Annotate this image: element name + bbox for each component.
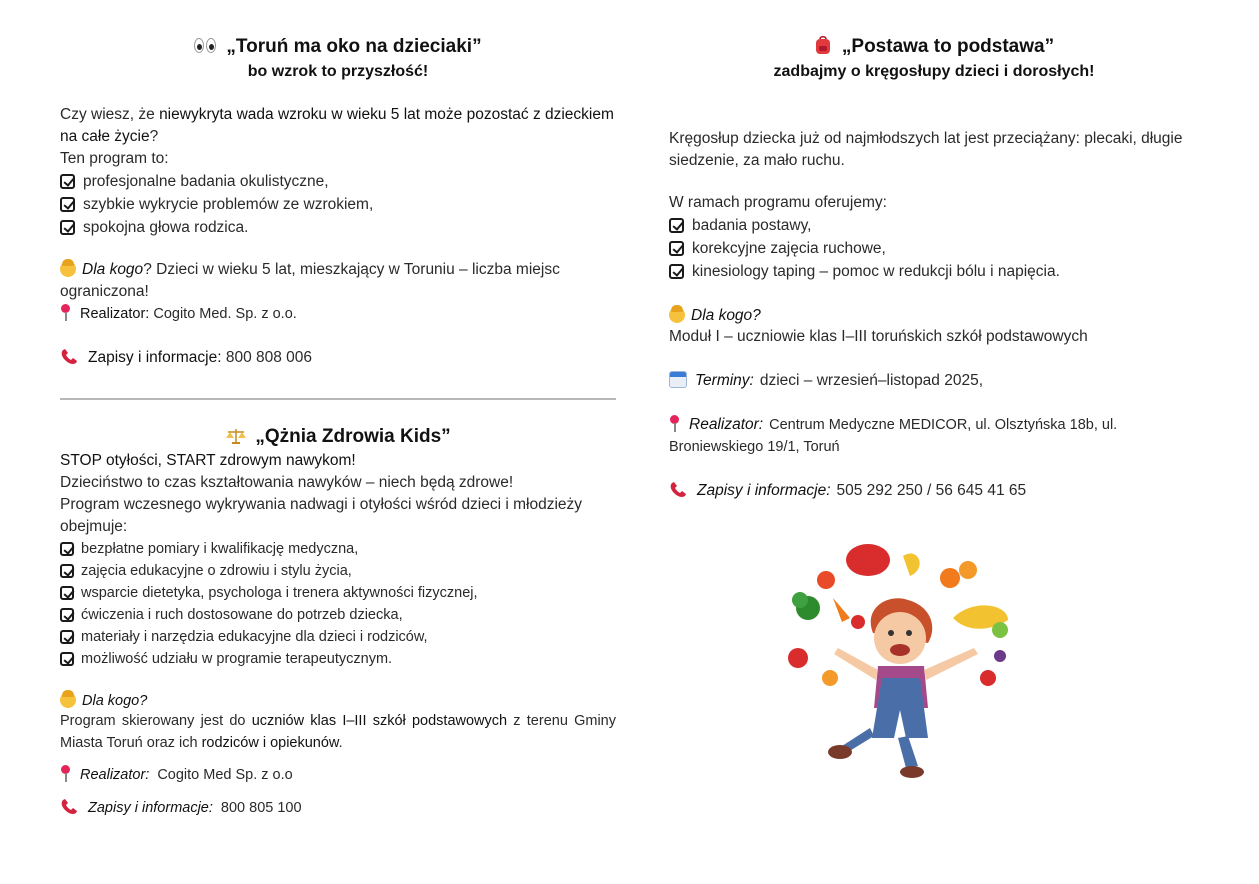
posture-realizer: [669, 414, 1199, 458]
checklist-item-label: korekcyjne zajęcia ruchowe,: [692, 239, 886, 257]
tomato-illustration: [817, 571, 835, 589]
audience-text-part: z terenu Gminy Miasta Toruń oraz ich: [60, 713, 616, 751]
checked-box-icon: [669, 241, 684, 256]
checklist-item: [60, 170, 616, 193]
obesity-program-lead3: Program wczesnego wykrywania nadwagi i otyłości wśród dzieci i młodzieży obejmuje:: [60, 496, 583, 535]
realizer-text: Cogito Med Sp. z o.o: [157, 767, 293, 783]
obesity-contact: [60, 797, 616, 819]
eye-program-subtitle: bo wzrok to przyszłość!: [247, 63, 429, 80]
checklist-item: [60, 626, 616, 648]
audience-label: Dla kogo?: [82, 693, 148, 709]
checked-box-icon: [60, 564, 74, 578]
eye-program-checklist: [60, 170, 616, 239]
checklist-item: [60, 538, 616, 560]
apple-illustration: [992, 622, 1008, 638]
eye-program-title-row: [60, 34, 616, 60]
checklist-item: [669, 260, 1199, 283]
contact-label: Zapisy i informacje:: [88, 800, 213, 816]
checked-box-icon: [60, 586, 74, 600]
eyes-icon: [194, 38, 218, 54]
pin-icon: [60, 765, 70, 783]
checklist-item: [60, 604, 616, 626]
obesity-realizer: [60, 764, 616, 786]
checklist-item: [669, 214, 1199, 237]
audience-label: Dla kogo: [82, 261, 144, 278]
contact-label: Zapisy i informacje:: [88, 349, 222, 366]
checklist-item-label: materiały i narzędzia edukacyjne dla dzieci i rodziców,: [81, 629, 428, 645]
calendar-icon: [669, 371, 687, 388]
realizer-text: Cogito Med. Sp. z o.o.: [149, 306, 297, 322]
pin-icon: [669, 415, 679, 433]
posture-audience-text: Moduł I – uczniowie klas I–III toruńskich szkół podstawowych: [669, 328, 1088, 345]
section-divider: [60, 398, 616, 400]
child-shoe-illustration: [828, 745, 852, 759]
pin-icon: [60, 304, 70, 322]
audience-text-part: .: [338, 735, 343, 751]
checklist-item-label: spokojna głowa rodzica.: [83, 218, 249, 236]
contact-phone: 800 805 100: [220, 800, 302, 816]
child-arm-illustration: [834, 648, 878, 680]
checklist-item-label: badania postawy,: [692, 216, 812, 234]
checked-box-icon: [669, 264, 684, 279]
obesity-program-title-row: [60, 424, 616, 450]
audience-label: Dla kogo?: [691, 307, 761, 324]
intro-text: Czy wiesz, że: [60, 106, 160, 123]
checklist-item: [60, 216, 616, 239]
phone-icon: [60, 348, 80, 366]
posture-program-lead: W ramach programu oferujemy:: [669, 194, 887, 211]
checklist-item: [669, 237, 1199, 260]
checked-box-icon: [669, 218, 684, 233]
child-with-fruits-illustration: [778, 538, 1024, 782]
eye-program-title: „Toruń ma oko na dzieciaki”: [226, 36, 482, 57]
realizer-label: Realizator:: [80, 306, 150, 322]
checklist-item-label: bezpłatne pomiary i kwalifikację medyczna,: [81, 541, 359, 557]
child-eye-illustration: [888, 630, 894, 636]
obesity-program-lead1: STOP otyłości, START zdrowym nawykom!: [60, 452, 356, 469]
tomato-illustration: [980, 670, 996, 686]
audience-emphasis: uczniów klas I–III szkół podstawowych: [251, 713, 508, 729]
audience-text-part: Program skierowany jest do: [60, 713, 252, 729]
audience-emphasis: rodziców i opiekunów: [201, 735, 339, 751]
obesity-audience-heading: [60, 690, 616, 712]
obesity-audience-text: [60, 710, 616, 754]
audience-question-mark: ?: [143, 261, 152, 278]
intro-emphasis: niewykryta wada wzroku w wieku 5 lat może pozostać z dzieckiem na całe życie: [60, 106, 614, 145]
child-face-illustration: [874, 612, 926, 664]
posture-program-subtitle: zadbajmy o kręgosłupy dzieci i dorosłych!: [773, 63, 1095, 80]
phone-icon: [669, 481, 689, 499]
obesity-program-lead2: Dzieciństwo to czas kształtowania nawyków – niech będą zdrowe!: [60, 474, 514, 491]
carrot-illustration: [833, 598, 850, 622]
tomato-illustration: [788, 648, 808, 668]
intro-question-mark: ?: [149, 128, 159, 145]
tomato-illustration: [846, 544, 890, 576]
banana-illustration: [903, 553, 920, 576]
broccoli-illustration: [792, 592, 808, 608]
child-leg-illustration: [898, 736, 918, 768]
posture-program-title-row: [669, 34, 1199, 60]
posture-audience-heading: [669, 305, 1199, 327]
contact-phone: 800 808 006: [221, 349, 313, 366]
checked-box-icon: [60, 630, 74, 644]
child-mouth-illustration: [890, 644, 910, 656]
posture-program-checklist: [669, 214, 1199, 283]
eye-program-section: [60, 34, 616, 369]
orange-illustration: [822, 670, 838, 686]
eye-program-contact: [60, 347, 616, 369]
realizer-label: Realizator:: [80, 767, 150, 783]
checked-box-icon: [60, 174, 75, 189]
posture-terms: [669, 370, 1199, 392]
posture-program-title: „Postawa to podstawa”: [841, 36, 1055, 57]
checklist-item-label: zajęcia edukacyjne o zdrowiu i stylu życia,: [81, 563, 352, 579]
contact-label: Zapisy i informacje:: [697, 482, 831, 499]
eye-program-audience: [60, 259, 616, 303]
grape-illustration: [994, 650, 1006, 662]
eye-program-realizer: [60, 303, 616, 325]
posture-program-intro: Kręgosłup dziecka już od najmłodszych lat jest przeciążany: plecaki, długie siedzenie, za mało ruchu.: [669, 130, 1183, 169]
checklist-item-label: ćwiczenia i ruch dostosowane do potrzeb dziecka,: [81, 607, 403, 623]
obesity-program-title: „Qżnia Zdrowia Kids”: [255, 426, 451, 447]
posture-contact: [669, 480, 1199, 502]
checklist-item-label: wsparcie dietetyka, psychologa i trenera aktywności fizycznej,: [81, 585, 478, 601]
checklist-item: [60, 193, 616, 216]
eye-program-lead: Ten program to:: [60, 150, 169, 167]
contact-phone: 505 292 250 / 56 645 41 65: [836, 482, 1027, 499]
child-face-icon: [669, 307, 685, 323]
realizer-label: Realizator:: [689, 416, 764, 433]
checked-box-icon: [60, 652, 74, 666]
checked-box-icon: [60, 220, 75, 235]
child-face-icon: [60, 692, 76, 708]
checklist-item-label: możliwość udziału w programie terapeutycznym.: [81, 651, 393, 667]
checklist-item-label: szybkie wykrycie problemów ze wzrokiem,: [83, 195, 374, 213]
child-eye-illustration: [906, 630, 912, 636]
terms-label: Terminy:: [695, 372, 754, 389]
realizer-text: Centrum Medyczne MEDICOR, ul. Olsztyńska 18b, ul. Broniewskiego 19/1, Toruń: [669, 417, 1118, 455]
checklist-item-label: profesjonalne badania okulistyczne,: [83, 172, 329, 190]
eye-program-intro: [60, 104, 616, 148]
checked-box-icon: [60, 197, 75, 212]
checked-box-icon: [60, 608, 74, 622]
orange-illustration: [940, 568, 960, 588]
scale-icon: [225, 427, 247, 445]
obesity-program-checklist: [60, 538, 616, 670]
checklist-item: [60, 648, 616, 670]
backpack-icon: [814, 35, 832, 55]
audience-text: Dzieci w wieku 5 lat, mieszkający w Toruniu – liczba miejsc ograniczona!: [60, 261, 560, 300]
obesity-program-section: [60, 424, 616, 819]
terms-text: dzieci – wrzesień–listopad 2025,: [759, 372, 984, 389]
tomato-illustration: [851, 615, 865, 629]
left-column: [60, 34, 616, 819]
orange-illustration: [959, 561, 977, 579]
checklist-item: [60, 560, 616, 582]
child-face-icon: [60, 261, 76, 277]
checked-box-icon: [60, 542, 74, 556]
child-arm-illustration: [924, 648, 978, 680]
right-column: [669, 34, 1199, 502]
phone-icon: [60, 798, 80, 816]
checklist-item: [60, 582, 616, 604]
checklist-item-label: kinesiology taping – pomoc w redukcji bólu i napięcia.: [692, 262, 1060, 280]
child-shoe-illustration: [900, 766, 924, 778]
